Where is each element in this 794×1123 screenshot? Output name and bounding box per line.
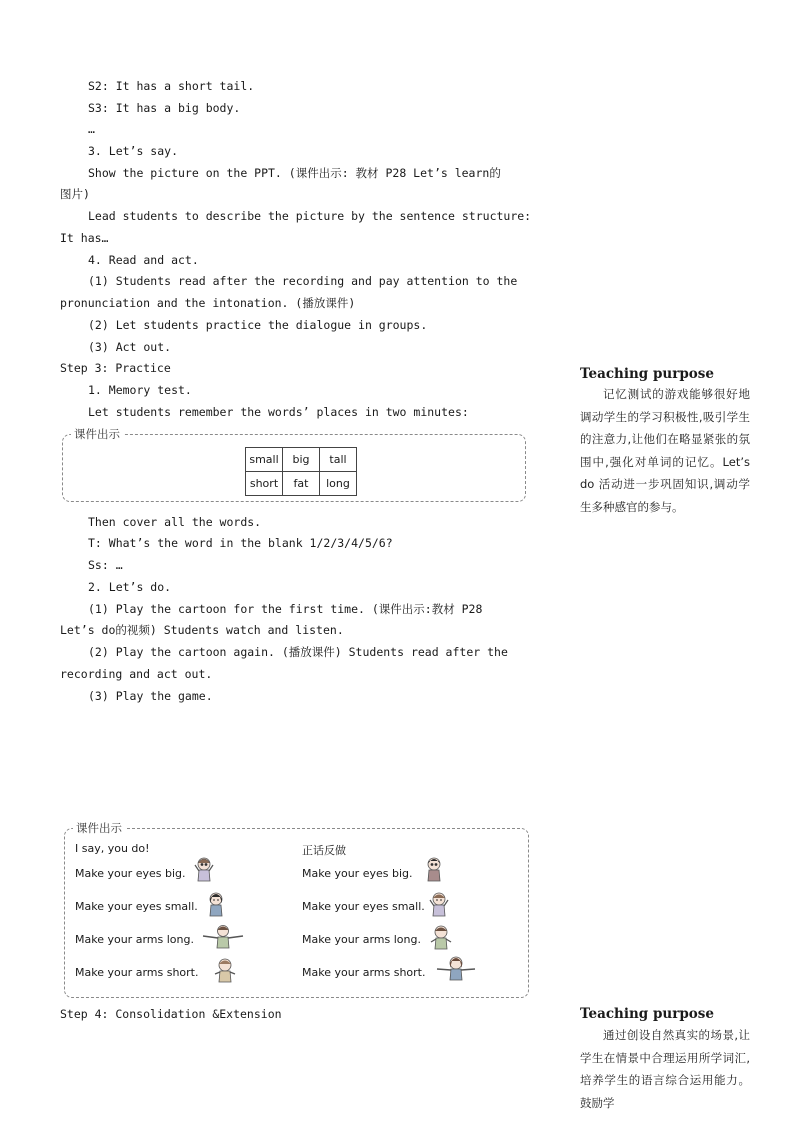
word-cell: short bbox=[246, 472, 283, 496]
text-line: It has… bbox=[60, 231, 109, 245]
game-title-right: 正话反做 bbox=[302, 844, 346, 857]
game-command: Make your eyes small. bbox=[75, 900, 198, 913]
child-short-arms-illustration bbox=[211, 957, 239, 987]
child-short-arms-illustration bbox=[435, 955, 477, 985]
game-command: Make your arms long. bbox=[75, 933, 194, 946]
text-line: pronunciation and the intonation. (播放课件) bbox=[60, 296, 356, 310]
text-line: recording and act out. bbox=[60, 667, 213, 681]
text-line: (3) Act out. bbox=[88, 340, 172, 354]
word-cell: big bbox=[283, 448, 320, 472]
courseware-label: 课件出示 bbox=[71, 426, 123, 442]
child-big-eyes-illustration bbox=[423, 856, 445, 886]
child-long-arms-illustration bbox=[201, 924, 245, 952]
game-command: Make your arms long. bbox=[302, 933, 421, 946]
text-line: 图片) bbox=[60, 187, 90, 201]
text-line: (1) Students read after the recording and pay attention to the bbox=[88, 274, 518, 288]
text-line: Show the picture on the PPT. (课件出示: 教材 P28 Let’s learn的 bbox=[88, 166, 501, 180]
teaching-purpose-heading: Teaching purpose bbox=[580, 366, 714, 382]
text-line: 3. Let’s say. bbox=[88, 144, 179, 158]
teaching-purpose-text: 记忆测试的游戏能够很好地调动学生的学习积极性,吸引学生的注意力,让他们在略显紧张的氛围中,强化对单词的记忆。Let’s do 活动进一步巩固知识,调动学生多种感官的参与。 bbox=[580, 387, 750, 514]
game-command: Make your eyes big. bbox=[302, 867, 413, 880]
text-line: S2: It has a short tail. bbox=[88, 79, 255, 93]
child-long-arms-illustration bbox=[427, 924, 455, 954]
text-line: Let students remember the words’ places in two minutes: bbox=[88, 405, 469, 419]
text-line: (2) Let students practice the dialogue in groups. bbox=[88, 318, 428, 332]
text-line: Let’s do的视频) Students watch and listen. bbox=[60, 623, 344, 637]
step-heading: Step 4: Consolidation &Extension bbox=[60, 1007, 282, 1021]
word-cell: tall bbox=[320, 448, 357, 472]
text-line: Then cover all the words. bbox=[88, 515, 262, 529]
courseware-box bbox=[62, 427, 526, 502]
word-cell: small bbox=[246, 448, 283, 472]
game-command: Make your eyes small. bbox=[302, 900, 425, 913]
child-big-eyes-illustration bbox=[193, 856, 215, 886]
step-heading: Step 3: Practice bbox=[60, 361, 171, 375]
word-cell: long bbox=[320, 472, 357, 496]
text-line: … bbox=[88, 122, 95, 136]
courseware-box bbox=[64, 821, 529, 998]
game-title-left: I say, you do! bbox=[75, 842, 150, 855]
text-line: Lead students to describe the picture by the sentence structure: bbox=[88, 209, 532, 223]
text-line: S3: It has a big body. bbox=[88, 101, 241, 115]
game-command: Make your eyes big. bbox=[75, 867, 186, 880]
teaching-purpose-heading: Teaching purpose bbox=[580, 1006, 714, 1022]
text-line: 1. Memory test. bbox=[88, 383, 192, 397]
child-small-eyes-illustration bbox=[205, 891, 227, 921]
courseware-label: 课件出示 bbox=[73, 820, 125, 836]
text-line: (2) Play the cartoon again. (播放课件) Students read after the bbox=[88, 645, 508, 659]
word-table bbox=[245, 447, 357, 496]
teaching-purpose-text: 通过创设自然真实的场景,让学生在情景中合理运用所学词汇,培养学生的语言综合运用能力。鼓励学 bbox=[580, 1028, 750, 1110]
child-small-eyes-illustration bbox=[427, 891, 451, 921]
game-command: Make your arms short. bbox=[75, 966, 199, 979]
word-cell: fat bbox=[283, 472, 320, 496]
text-line: 2. Let’s do. bbox=[88, 580, 172, 594]
text-line: T: What’s the word in the blank 1/2/3/4/5/6? bbox=[88, 536, 393, 550]
text-line: (3) Play the game. bbox=[88, 689, 213, 703]
game-command: Make your arms short. bbox=[302, 966, 426, 979]
text-line: 4. Read and act. bbox=[88, 253, 199, 267]
text-line: (1) Play the cartoon for the first time. (课件出示:教材 P28 bbox=[88, 602, 483, 616]
text-line: Ss: … bbox=[88, 558, 123, 572]
